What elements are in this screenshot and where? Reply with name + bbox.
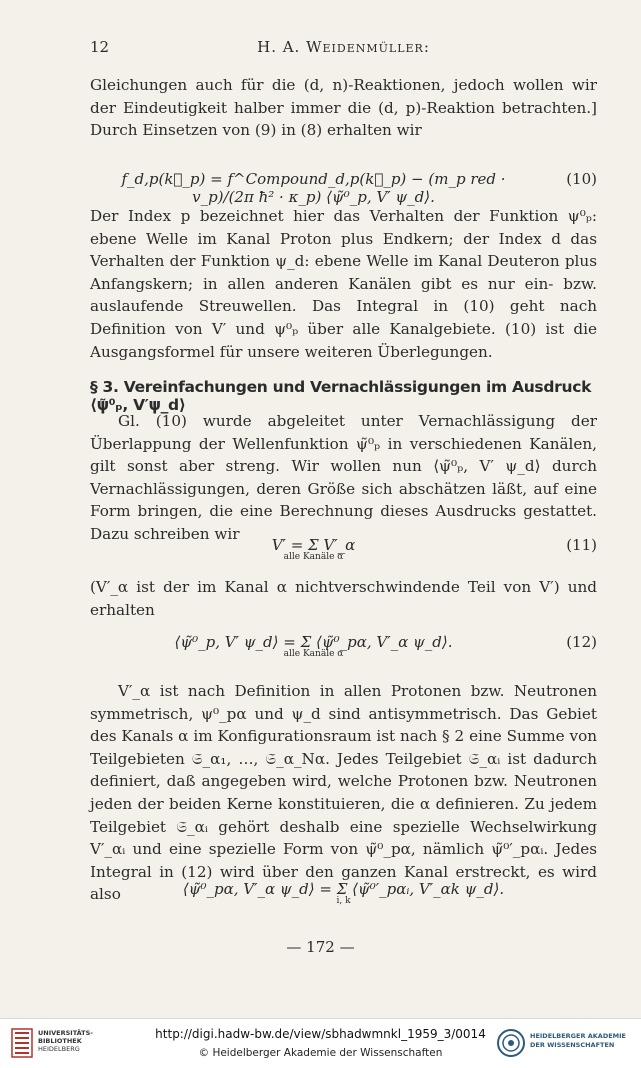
- equation-13-body: ⟨ψ̃⁰_pα, V′_α ψ_d⟩ = Σ ⟨ψ̃⁰′_pαᵢ, V′_αk ψ_d⟩.: [182, 880, 505, 898]
- equation-10-number: (10): [566, 170, 597, 188]
- equation-12-number: (12): [566, 633, 597, 651]
- equation-10-body: f_d,p(k⃗_p) = f^Compound_d,p(k⃗_p) − (m_p red · v_p)/(2π ħ² · κ_p) ⟨ψ̃⁰_p, V′ ψ_d⟩.: [121, 170, 506, 206]
- equation-11-body: V′ = Σ V′_α: [271, 536, 356, 554]
- running-header: [90, 38, 597, 60]
- page-number-bottom: — 172 —: [286, 938, 355, 956]
- header-page-number: 12: [90, 38, 110, 56]
- header-running-title: H. A. Weidenmüller:: [257, 38, 430, 56]
- equation-11-subscript: alle Kanäle α: [283, 552, 344, 562]
- paragraph-intro: Gleichungen auch für die (d, n)-Reaktionen, jedoch wollen wir der Eindeutigkeit halber immer die (d, p)-Reaktion betrachten.] Durch Einsetzen von (9) in (8) erhalten wir: [90, 76, 597, 140]
- copyright-notice: © Heidelberger Akademie der Wissenschaften: [198, 1047, 443, 1059]
- viewer-footer: [0, 1018, 641, 1068]
- section-heading: § 3. Vereinfachungen und Vernachlässigungen im Ausdruck ⟨ψ̃⁰ₚ, V′ψ_d⟩: [90, 378, 592, 414]
- university-library-name: UNIVERSITÄTS- BIBLIOTHEK HEIDELBERG: [38, 1029, 93, 1053]
- equation-11-number: (11): [566, 536, 597, 554]
- academy-name: HEIDELBERGER AKADEMIE DER WISSENSCHAFTEN: [530, 1032, 626, 1049]
- paragraph-channel-part: (V′_α ist der im Kanal α nichtverschwindende Teil von V′) und erhalten: [90, 578, 597, 619]
- equation-12-subscript: alle Kanäle α: [283, 649, 344, 659]
- paragraph-symmetry: V′_α ist nach Definition in allen Protonen bzw. Neutronen symmetrisch, ψ⁰_pα und ψ_d sind antisymmetrisch. Das Gebiet des Kanals α im Konfigurationsraum ist nach § 2 eine Summe von Teilgebieten 𝔖_α₁, …, 𝔖_α_Nα. Jedes Teilgebiet 𝔖_αᵢ ist dadurch definiert, daß angegeben wird, welche Protonen bzw. Neutronen jeden der beiden Kerne konstituieren, die α definieren. Zu jedem Teilgebiet 𝔖_αᵢ gehört deshalb eine spezielle Wechselwirkung V′_αᵢ und eine spezielle Form von ψ̃⁰_pα, nämlich ψ̃⁰′_pαᵢ. Jedes Integral in (12) wird über den ganzen Kanal erstreckt, es wird also: [90, 682, 597, 904]
- document-url-link[interactable]: http://digi.hadw-bw.de/view/sbhadwmnkl_1959_3/0014: [155, 1027, 486, 1041]
- equation-10: [90, 170, 597, 206]
- equation-11: [90, 536, 597, 572]
- paragraph-simplification: Gl. (10) wurde abgeleitet unter Vernachlässigung der Überlappung der Wellenfunktion ψ̃⁰ₚ in verschiedenen Kanälen, gilt sonst aber streng. Wir wollen nun ⟨ψ̃⁰ₚ, V′ ψ_d⟩ durch Vernachlässigungen, deren Größe sich abschätzen läßt, auf eine Form bringen, die eine Berechnung dieses Ausdrucks gestattet. Dazu schreiben wir: [90, 412, 597, 543]
- paragraph-index-explanation: Der Index p bezeichnet hier das Verhalten der Funktion ψ⁰ₚ: ebene Welle im Kanal Proton plus Endkern; der Index d das Verhalten der Funktion ψ_d: ebene Welle im Kanal Deuteron plus Anfangskern; in allen anderen Kanälen gibt es nur ein- bzw. auslaufende Streuwellen. Das Integral in (10) geht nach Definition von V′ und ψ⁰ₚ über alle Kanalgebiete. (10) ist die Ausgangsformel für unsere weiteren Überlegungen.: [90, 207, 597, 361]
- equation-13-subscript: i, k: [336, 896, 351, 906]
- academy-seal-icon: [497, 1029, 525, 1057]
- equation-12-body: ⟨ψ̃⁰_p, V′ ψ_d⟩ = Σ ⟨ψ̃⁰_pα, V′_α ψ_d⟩.: [174, 633, 453, 651]
- equation-12: [90, 633, 597, 669]
- equation-13: [90, 880, 597, 916]
